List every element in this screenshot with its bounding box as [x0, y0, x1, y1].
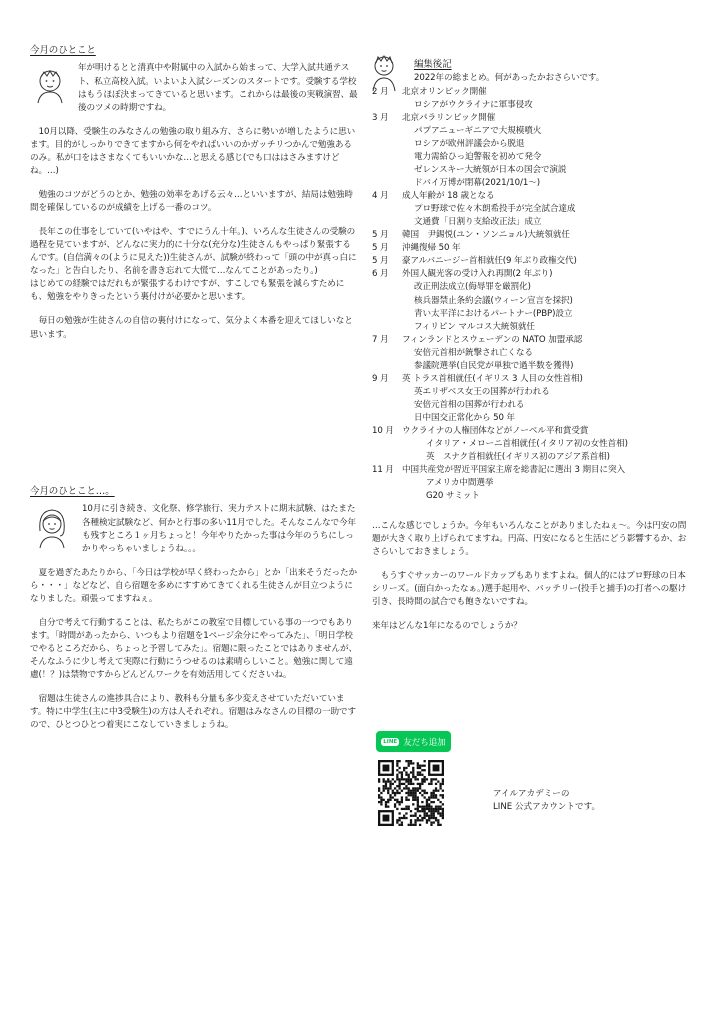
section2-paragraph: 夏を過ぎたあたりから、「今日は学校が早く終わったから」とか「出来そうだったから・・・」などなど、自ら宿題を多めにすすめてきてくれる生徒さんが目立つようになりました。頑張ってますねぇ。: [30, 567, 357, 604]
timeline-month: [372, 464, 694, 503]
timeline-event: ロシアが欧州評議会から脱退: [414, 138, 525, 149]
timeline-month: [372, 425, 694, 464]
timeline-event: 成人年齢が 18 歳となる: [402, 191, 495, 201]
timeline-event: 核兵器禁止条約会議(ウィーン宣言を採択): [414, 295, 573, 306]
timeline-event: 外国人観光客の受け入れ再開(2 年ぶり): [402, 269, 553, 280]
month-label: 2 月: [372, 86, 389, 97]
teacher-avatar-female-icon: [30, 505, 74, 549]
line-add-friend-button[interactable]: [376, 731, 451, 752]
timeline-event: 韓国 尹錫悦(ユン・ソンニョル)大統領就任: [402, 230, 570, 241]
timeline-event: イタリア・メローニ首相就任(イタリア初の女性首相): [426, 439, 628, 450]
section1-paragraph: 勉強のコツがどうのとか、勉強の効率をあげる云々…といいますが、結局は勉強時間を確保しているのが成績を上げる一番のコツ。: [30, 189, 353, 213]
month-label: 6 月: [372, 269, 389, 280]
timeline-month: [372, 268, 694, 333]
timeline-event: 英 トラス首相就任(イギリス 3 人目の女性首相): [402, 373, 583, 384]
timeline-event: ウクライナの人権団体などがノーベル平和賞受賞: [402, 426, 589, 437]
line-qr-code[interactable]: [378, 760, 444, 826]
right-column: [372, 58, 694, 633]
timeline-month: [372, 112, 694, 190]
closing-paragraph: もうすぐサッカーのワールドカップもありますよね。個人的にはプロ野球の日本シリーズ。(面白かったなぁ。)選手起用や、バッテリー(投手と捕手)の打者への駆け引き、長時間の試合でも飽きないですね。: [372, 570, 687, 607]
month-label: 3 月: [372, 112, 389, 123]
left-column: [30, 44, 358, 342]
timeline-month: [372, 242, 694, 255]
timeline-event: 安倍元首相の国葬が行われる: [414, 400, 525, 410]
line-caption-line: アイルアカデミーの: [493, 789, 570, 799]
left-column-lower: [30, 485, 358, 732]
line-add-friend-label: 友だち追加: [403, 737, 446, 748]
section1-title: 今月のひとこと: [30, 45, 96, 56]
timeline-month: [372, 334, 694, 373]
section2-paragraph: 宿題は生徒さんの進捗具合により、教科も分量も多少変えさせていただいています。特に中学生(主に中3受験生)の方は人それぞれ。宿題はみなさんの目標の一助ですので、ひとつひとつ着実にこなしていきましょうね。: [30, 694, 356, 731]
timeline-event: 北京パラリンピック開催: [402, 112, 496, 123]
timeline-event: プロ野球で佐々木朗希投手が完全試合達成: [414, 204, 576, 215]
month-label: 11 月: [372, 465, 394, 476]
month-label: 5 月: [372, 243, 389, 254]
timeline-event: 英 スナク首相就任(イギリス初のアジア系首相): [426, 452, 610, 463]
line-logo-icon: LINE: [383, 738, 398, 745]
timeline-event: フィリピン マルコス大統領就任: [414, 321, 535, 332]
timeline-event: 青い太平洋におけるパートナー(PBP)設立: [414, 308, 573, 319]
section1-paragraph: 長年この仕事をしていて(いやはや、すでにうん十年。)、いろんな生徒さんの受験の過程を見ていますが、どんなに実力的に十分な(充分な)生徒さんもやっぱり緊張するんです。(自信満々の(ように見えた))生徒さんが、試験が終わって「頭の中が真っ白になった」と告白したり、名前を書き忘れて大慌て…なんてことがあったり。) はじめての経験ではだれもが緊張するわけですが、すこしでも緊張を減らすためにも、勉強をやりきったという裏付けが必要かと思います。: [30, 227, 357, 303]
timeline-event: 英エリザベス女王の国葬が行われる: [414, 386, 550, 397]
section2-intro-block: [30, 503, 358, 555]
timeline-month: [372, 190, 694, 229]
closing-paragraph: …こんな感じでしょうか。今年もいろんなことがありましたねぇ～。今は円安の問題が大きく取り上げられてますね。円高、円安になると生活にどう影響するか、おさらいしておきましょう。: [372, 520, 687, 557]
section2-paragraph: 自分で考えて行動することは、私たちがこの教室で目標している事の一つでもあります。「時間があったから、いつもより宿題を1ページ余分にやってみた」、「明日学校でやるところだから、ちょっと予習してみた」。宿題に限ったことではありませんが、そんなふうに少し考えて実際に行動にうつせるのは素晴らしいこと。勉強に関して遠慮(！？)は禁物ですからどんどんワークを有効活用してくださいね。: [30, 617, 357, 681]
line-caption: [493, 788, 600, 814]
timeline-event: 日中国交正常化から 50 年: [414, 413, 515, 424]
month-label: 7 月: [372, 334, 389, 345]
timeline-event: 電力需給ひっ迫警報を初めて発令: [414, 151, 542, 162]
month-label: 5 月: [372, 256, 389, 267]
closing-paragraph: 来年はどんな1年になるのでしょうか？: [372, 620, 522, 631]
timeline-event: 豪アルバニージー首相就任(9 年ぶり政権交代): [402, 256, 577, 267]
timeline-event: パプアニューギニアで大規模噴火: [414, 125, 542, 136]
timeline-event: 北京オリンピック開催: [402, 86, 487, 97]
month-label: 4 月: [372, 191, 389, 201]
editorial-title: 編集後記: [414, 59, 452, 70]
timeline-event: 沖縄復帰 50 年: [402, 243, 461, 254]
timeline-event: ゼレンスキー大統領が日本の国会で演説: [414, 164, 567, 175]
month-label: 5 月: [372, 230, 389, 241]
month-label: 9 月: [372, 373, 389, 384]
section1-intro-block: [30, 62, 358, 114]
timeline-month: [372, 373, 694, 425]
timeline-event: 改正刑法成立(侮辱罪を厳罰化): [414, 282, 531, 293]
timeline-month: [372, 229, 694, 242]
line-caption-line: LINE 公式アカウントです。: [493, 801, 601, 812]
section1-paragraph: 毎日の勉強が生徒さんの自信の裏付けになって、気分よく本番を迎えてほしいなと思います。: [30, 316, 353, 340]
month-label: 10 月: [372, 426, 394, 437]
timeline-event: 参議院選挙(自民党が単独で過半数を獲得): [414, 360, 574, 371]
section2-title: 今月のひとこと…。: [30, 486, 115, 497]
timeline-event: ロシアがウクライナに軍事侵攻: [414, 99, 533, 110]
timeline: [372, 86, 694, 504]
timeline-event: 文通費「日割り支給改正法」成立: [414, 217, 542, 228]
section2-intro-text: 10月に引き続き、文化祭、修学旅行、実力テストに期末試験、はたまた各種検定試験など、何かと行事の多い11月でした。そんなこんなで今年も残すところ１ヶ月ちょっと！今年やりたかった事は今年のうちにしっかりやっちゃいましょうね。。。: [82, 504, 357, 554]
section1-paragraph: 10月以降、受験生のみなさんの勉強の取り組み方、さらに勢いが増したように思います。目的がしっかりできてますから何をやればいいのかガッチリつかんで勉強あるのみ。私が口をはさまなくてもいいかな…と思える感じ(でも口ははさみますけどね。…): [30, 126, 356, 176]
teacher-avatar-icon: [30, 64, 70, 104]
editor-avatar-icon: [368, 52, 400, 92]
timeline-event: 安倍元首相が銃撃され亡くなる: [414, 347, 533, 358]
timeline-event: フィンランドとスウェーデンの NATO 加盟承認: [402, 334, 583, 345]
timeline-event: ドバイ万博が閉幕(2021/10/1～): [414, 177, 540, 188]
timeline-event: 中国共産党が習近平国家主席を総書記に選出 3 期目に突入: [402, 465, 625, 476]
timeline-month: [372, 255, 694, 268]
timeline-month: [372, 86, 694, 112]
section1-intro-text: 年が明けるとと清真中や附属中の入試から始まって、大学入試共通テスト、私立高校入試。いよいよ入試シーズンのスタートです。受験する学校はもうほぼ決まってきていると思います。これからは最後の実戦演習、最後のツメの時期ですね。: [78, 63, 358, 113]
editorial-intro: 2022年の総まとめ。何があったかおさらいです。: [414, 73, 605, 84]
timeline-event: アメリカ中間選挙: [426, 478, 494, 489]
timeline-event: G20 サミット: [426, 491, 480, 502]
